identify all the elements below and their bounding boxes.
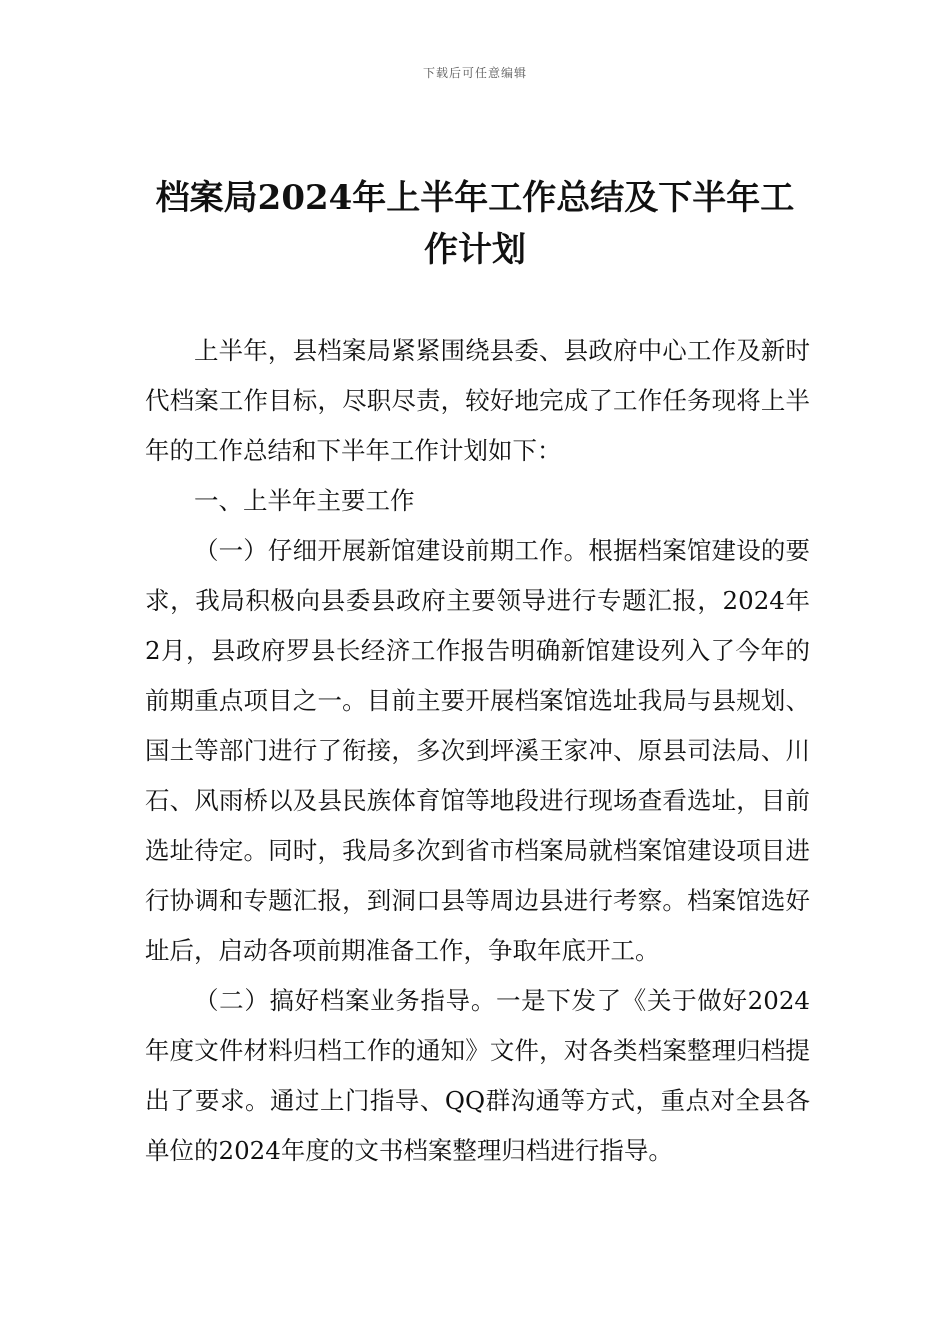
paragraph-archive-guidance: （二）搞好档案业务指导。一是下发了《关于做好2024年度文件材料归档工作的通知》文件，对各类档案整理归档提出了要求。通过上门指导、QQ群沟通等方式，重点对全县各单位的2024年度的文书档案整理归档进行指导。: [145, 986, 810, 1165]
document-body: [145, 326, 810, 1176]
paragraph-new-archive-building: （一）仔细开展新馆建设前期工作。根据档案馆建设的要求，我局积极向县委县政府主要领导进行专题汇报，2024年2月，县政府罗县长经济工作报告明确新馆建设列入了今年的前期重点项目之一。目前主要开展档案馆选址我局与县规划、国土等部门进行了衔接，多次到坪溪王家冲、原县司法局、川石、风雨桥以及县民族体育馆等地段进行现场查看选址，目前选址待定。同时，我局多次到省市档案局就档案馆建设项目进行协调和专题汇报，到洞口县等周边县进行考察。档案馆选好址后，启动各项前期准备工作，争取年底开工。: [145, 536, 810, 965]
header-note: 下载后可任意编辑: [422, 66, 527, 80]
paragraph-intro: 上半年，县档案局紧紧围绕县委、县政府中心工作及新时代档案工作目标，尽职尽责，较好地完成了工作任务现将上半年的工作总结和下半年工作计划如下：: [145, 336, 810, 465]
section-heading: 一、上半年主要工作: [194, 486, 415, 515]
document-title: 档案局2024年上半年工作总结及下半年工作计划: [155, 178, 795, 270]
